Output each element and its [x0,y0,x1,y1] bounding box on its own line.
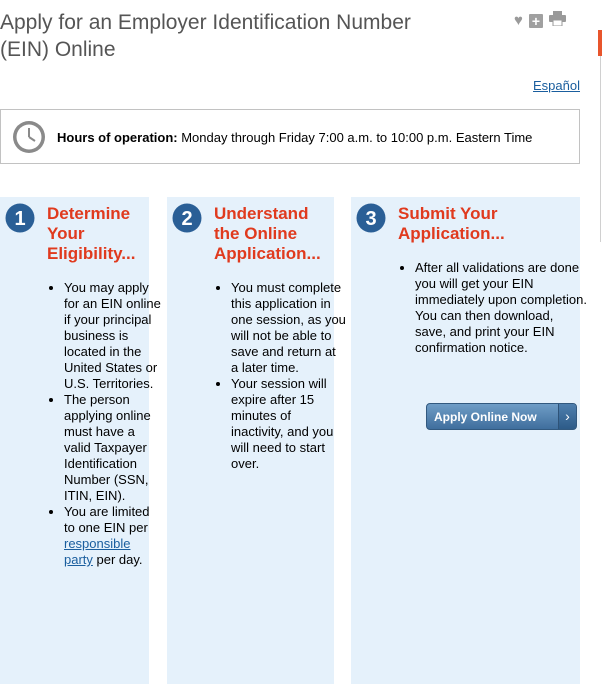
apply-online-now-button[interactable] [426,403,577,430]
step-3-list [398,260,587,356]
heart-icon[interactable]: ♥ [514,11,523,29]
step-number-3: 3 [365,208,377,230]
hours-value: Monday through Friday 7:00 a.m. to 10:00 p.m. Eastern Time [177,130,533,145]
page-tools [514,11,566,30]
step-2-panel [167,197,346,684]
step-1-heading: Determine Your Eligibility... [47,204,136,263]
list-item: • The person applying online must have a valid Taxpayer Identification Number (SSN, ITIN, EIN). [64,392,161,504]
apply-button-label: Apply Online Now [434,410,537,424]
printer-icon[interactable] [549,11,566,30]
espanol-link[interactable]: Español [533,78,580,93]
step-2-list [214,280,346,472]
list-item: • After all validations are done you will get your EIN immediately upon completion. You can then download, save, and print your EIN confirmation notice. [415,260,587,356]
step-3-panel [351,197,587,684]
edge-accent [598,30,602,56]
edge-divider [600,56,601,242]
list-item-text: per day. [92,552,143,567]
hours-text [57,130,532,145]
chevron-right-icon: › [558,404,576,429]
step-3-heading: Submit Your Application... [398,204,505,243]
step-number-2-icon [172,203,202,233]
list-item [64,504,161,568]
plus-icon[interactable]: + [529,14,543,28]
step-number-3-icon [356,203,386,233]
list-item: • You may apply for an EIN online if your principal business is located in the United States or U.S. Territories. [64,280,161,392]
list-item: • Your session will expire after 15 minutes of inactivity, and you will need to start over. [231,376,346,472]
hours-label: Hours of operation: [57,130,178,145]
step-number-1-icon [5,203,35,233]
responsible-party-link[interactable]: responsible party [64,536,131,567]
step-number-1: 1 [14,208,26,230]
page-title: Apply for an Employer Identification Number (EIN) Online [0,11,411,61]
list-item: • You must complete this application in one session, as you will not be able to save and return at a later time. [231,280,346,376]
step-1-panel [0,197,161,684]
list-item-text: You are limited to one EIN per [64,504,150,535]
clock-icon [12,120,46,154]
hours-of-operation-box [0,109,580,164]
step-2-heading: Understand the Online Application... [214,204,321,263]
step-1-list [47,280,161,568]
step-number-2: 2 [181,208,193,230]
